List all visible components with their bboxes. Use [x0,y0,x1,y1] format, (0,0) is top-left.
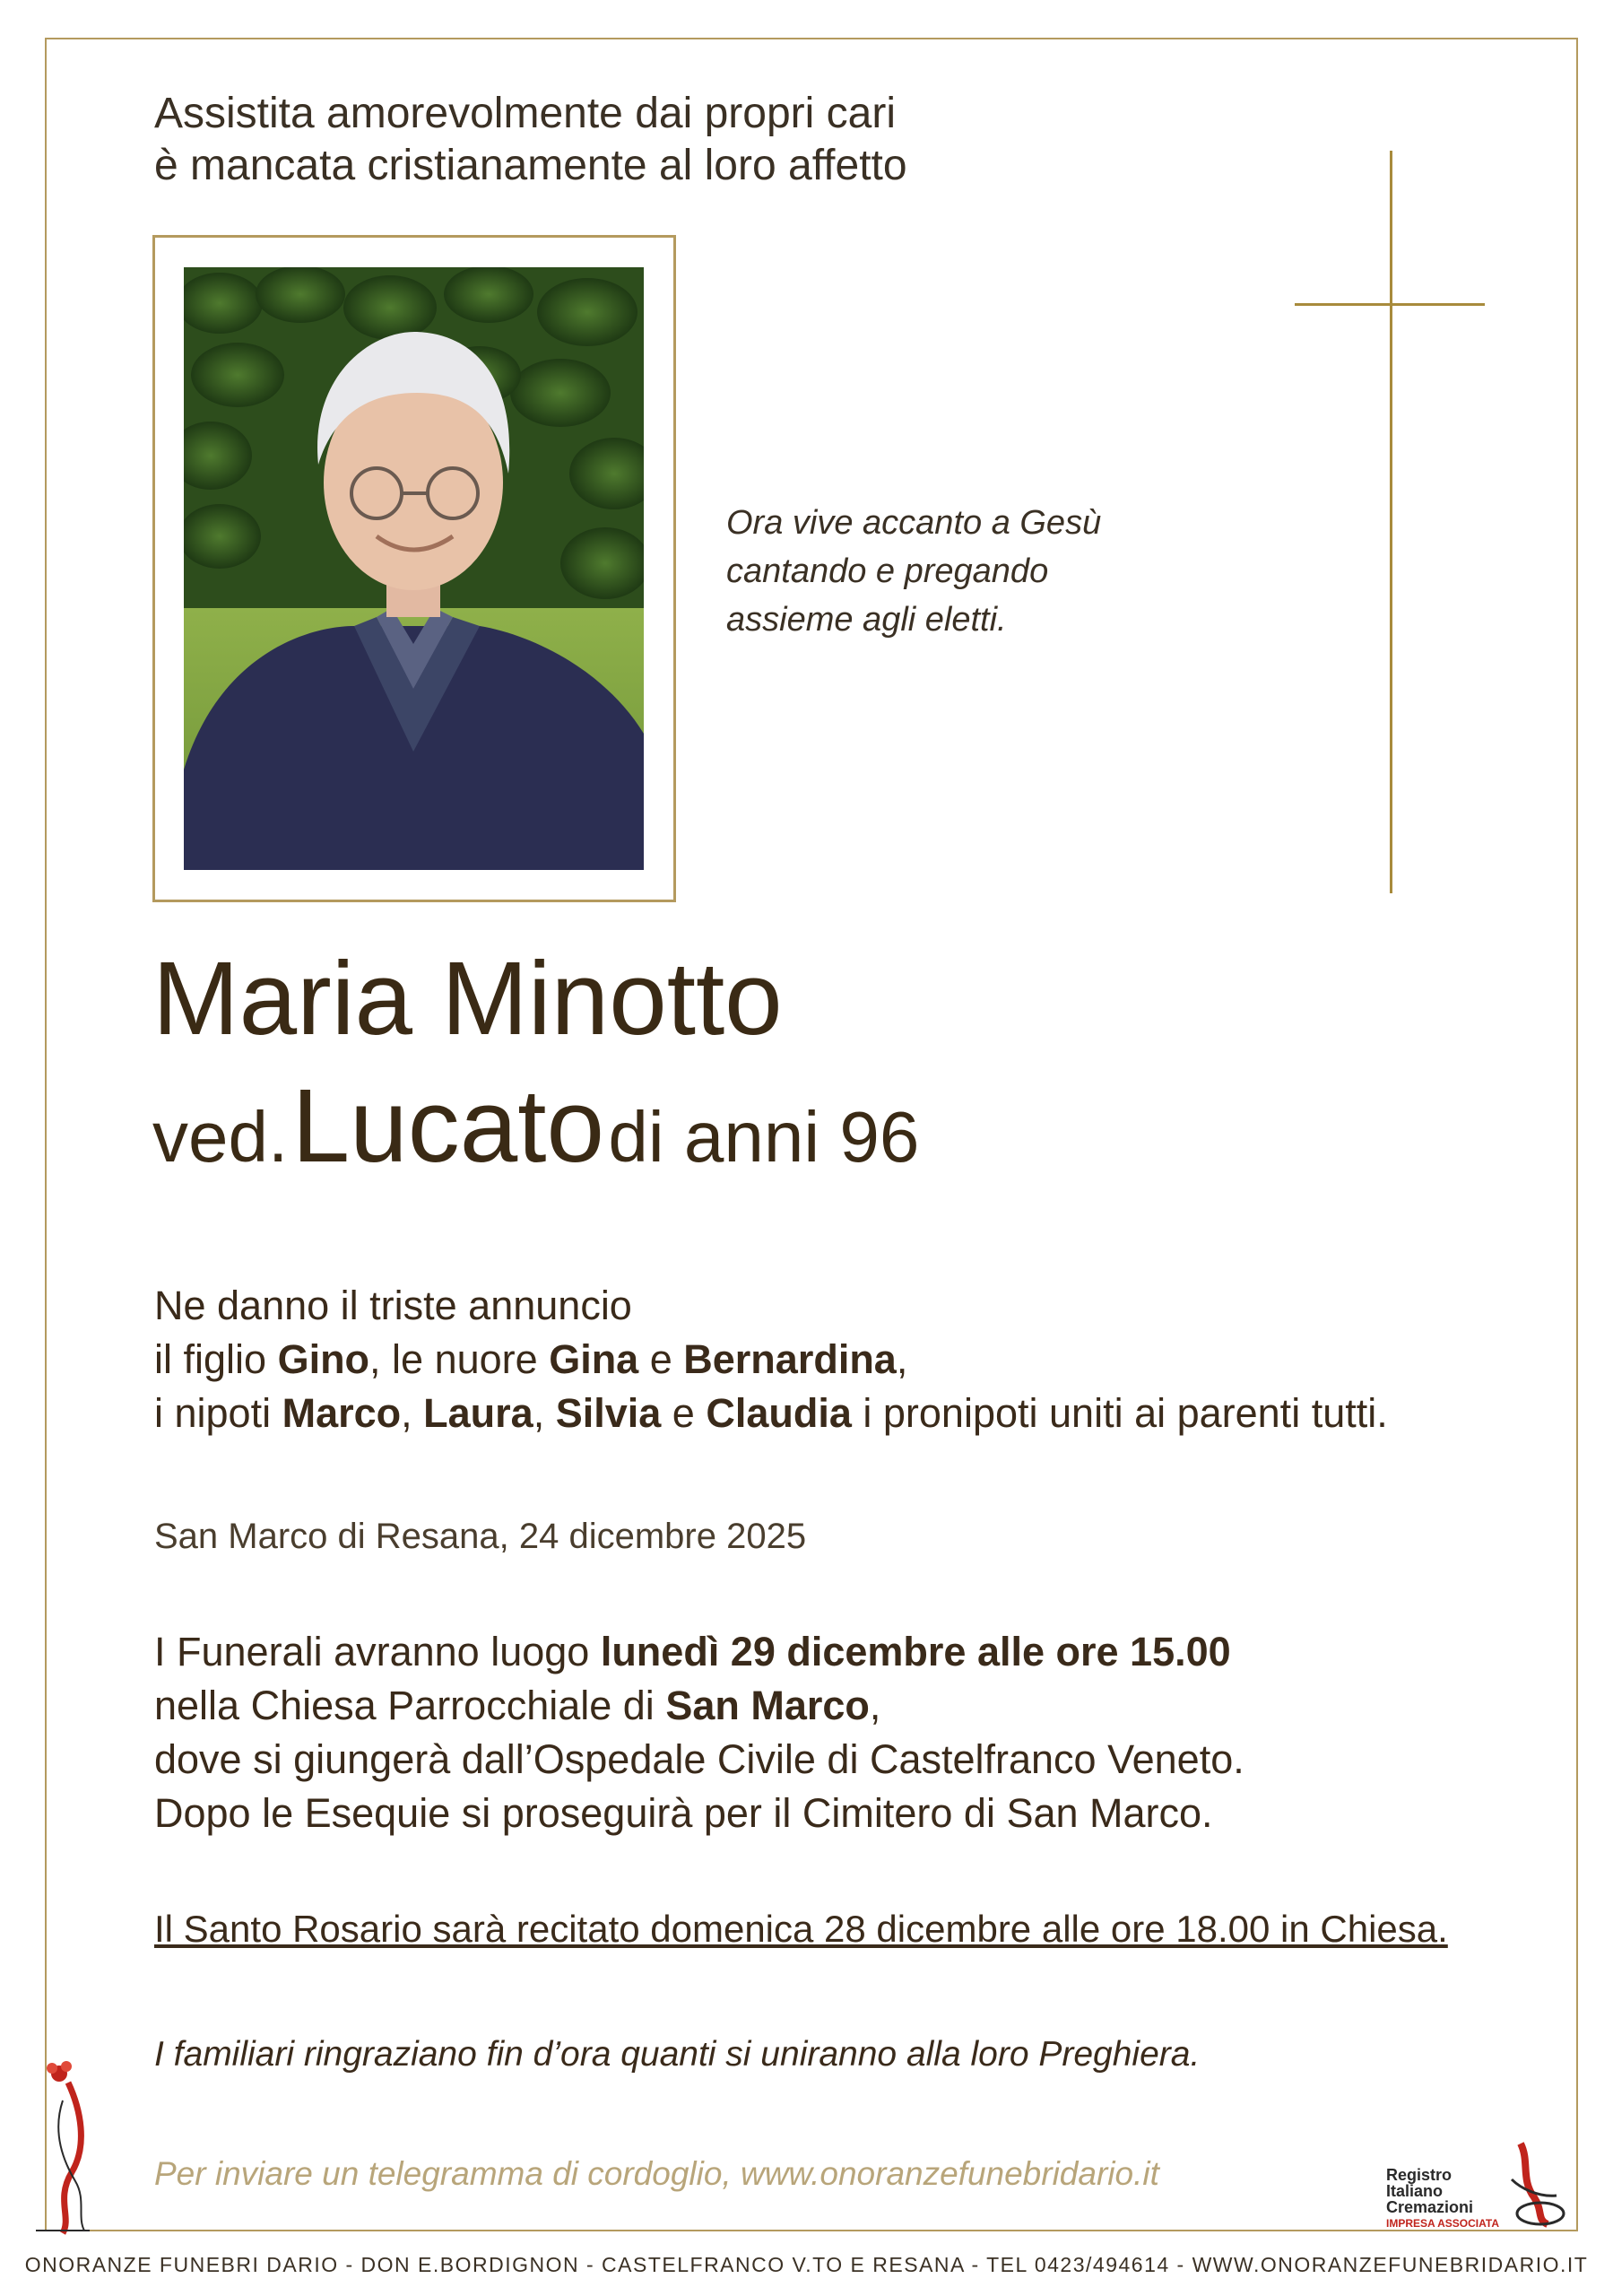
grandchild-name: Silvia [555,1390,662,1436]
grandchild-name: Claudia [706,1390,852,1436]
daughter-in-law-name: Bernardina [683,1336,897,1382]
announcement-line-2 [154,1333,1388,1387]
announcement [154,1279,1388,1440]
funeral-info [154,1625,1244,1840]
intro-text [154,88,907,192]
verse-line-2: cantando e pregando [726,552,1049,590]
age: di anni 96 [608,1097,920,1177]
funeral-line-1 [154,1625,1244,1679]
daughter-in-law-name: Gina [549,1336,639,1382]
text: il figlio [154,1336,278,1382]
registro-cremazioni-logo [1386,2126,1583,2239]
announcement-line-1: Ne danno il triste annuncio [154,1283,632,1328]
funeral-line-4: Dopo le Esequie si proseguirà per il Cimitero di San Marco. [154,1790,1213,1836]
text: , [533,1390,556,1436]
cross-icon [1390,151,1392,893]
place-date: San Marco di Resana, 24 dicembre 2025 [154,1517,807,1556]
name-prefix: ved. [152,1097,289,1177]
text: e [638,1336,684,1382]
funeral-datetime: lunedì 29 dicembre alle ore 15.00 [600,1629,1231,1674]
flower-icon [36,2047,108,2235]
verse-line-3: assieme agli eletti. [726,601,1007,639]
portrait-photo [184,267,644,870]
logo-line-3: Cremazioni [1386,2198,1474,2216]
grandchild-name: Laura [423,1390,533,1436]
telegram-link[interactable]: Per inviare un telegramma di cordoglio, www.onoranzefunebridario.it [154,2155,1159,2192]
logo-line-2: Italiano [1386,2182,1444,2200]
intro-line-1: Assistita amorevolmente dai propri cari [154,90,896,137]
church-place: San Marco [665,1683,870,1728]
text: nella Chiesa Parrocchiale di [154,1683,666,1728]
announcement-line-3 [154,1387,1388,1440]
cross-icon-bar [1295,303,1485,306]
son-name: Gino [277,1336,370,1382]
text: , [401,1390,424,1436]
logo-line-1: Registro [1386,2166,1453,2184]
verse-line-1: Ora vive accanto a Gesù [726,504,1102,542]
logo-tag: IMPRESA ASSOCIATA [1386,2217,1500,2230]
text: , [869,1683,881,1728]
rosario-notice: Il Santo Rosario sarà recitato domenica 28 dicembre alle ore 18.00 in Chiesa. [154,1908,1448,1950]
married-name: Lucato [291,1067,604,1184]
text: i pronipoti uniti ai parenti tutti. [851,1390,1388,1436]
thanks-text: I familiari ringraziano fin d’ora quanti si uniranno alla loro Preghiera. [154,2035,1201,2074]
text: e [661,1390,707,1436]
text: I Funerali avranno luogo [154,1629,601,1674]
deceased-married-name [152,1067,919,1216]
text: , [896,1336,908,1382]
funeral-line-3: dove si giungerà dall’Ospedale Civile di Castelfranco Veneto. [154,1736,1244,1782]
text: , le nuore [369,1336,550,1382]
verse [726,499,1101,644]
intro-line-2: è mancata cristianamente al loro affetto [154,142,907,189]
footer-contacts: ONORANZE FUNEBRI DARIO - DON E.BORDIGNON - CASTELFRANCO V.TO E RESANA - TEL 0423/494614 - WWW.ONORANZEFUNEBRIDARIO.IT [24,2253,1589,2276]
deceased-name: Maria Minotto [152,940,783,1057]
grandchild-name: Marco [282,1390,402,1436]
text: i nipoti [154,1390,282,1436]
funeral-line-2 [154,1679,1244,1733]
